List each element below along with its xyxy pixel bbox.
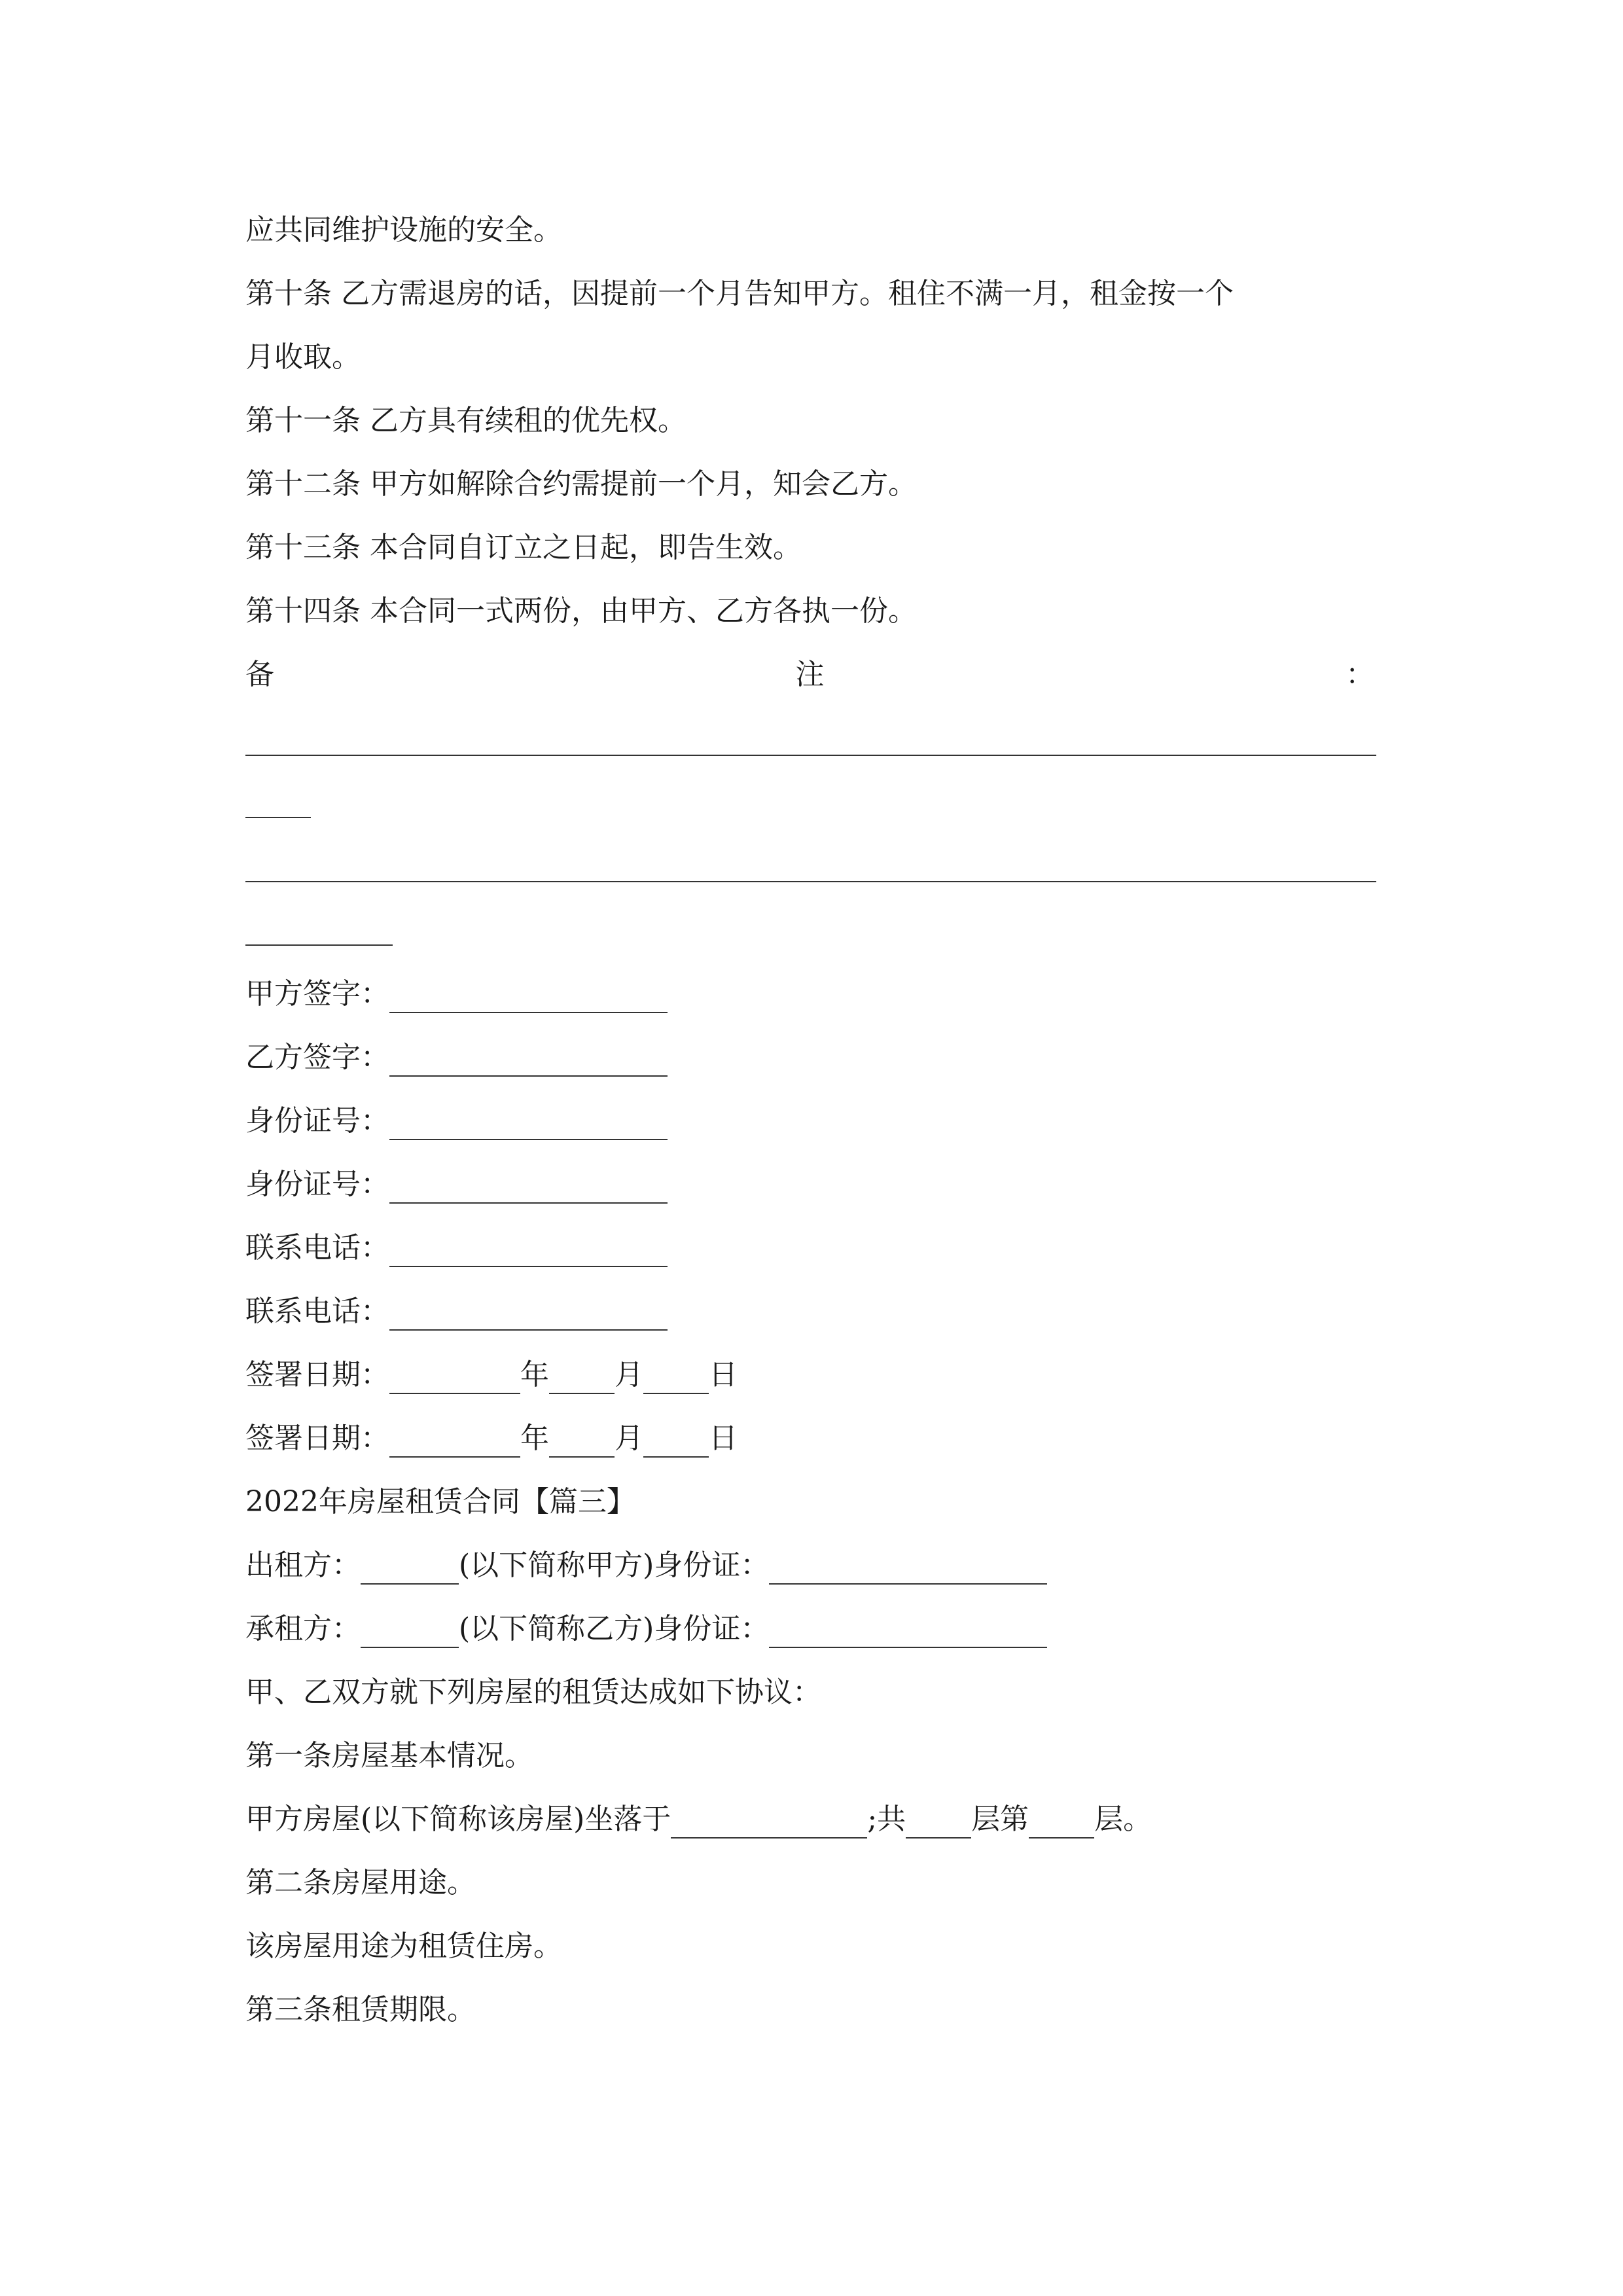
day-field-2[interactable]: [643, 1426, 709, 1458]
phone-row-2: [245, 1293, 668, 1331]
location-end-label: 层。: [1094, 1803, 1152, 1836]
total-floors-field[interactable]: [906, 1807, 971, 1839]
year-field-2[interactable]: [389, 1426, 520, 1458]
month-field-2[interactable]: [549, 1426, 615, 1458]
phone-label-2: 联系电话：: [245, 1295, 389, 1328]
party-b-signature-row: [245, 1039, 668, 1077]
signing-date-row-1: [245, 1356, 738, 1394]
party-a-signature-field[interactable]: [389, 982, 668, 1013]
day-label-2: 日: [709, 1422, 738, 1455]
signing-date-label-1: 签署日期：: [245, 1358, 389, 1391]
phone-field-1[interactable]: [389, 1236, 668, 1267]
location-field[interactable]: [671, 1807, 867, 1839]
remark-colon: ：: [1346, 658, 1374, 691]
agreement-intro: 甲、乙双方就下列房屋的租赁达成如下协议：: [245, 1676, 821, 1709]
id-number-field-1[interactable]: [389, 1109, 668, 1140]
remark-char-1: 备: [245, 658, 274, 691]
year-label-2: 年: [520, 1422, 549, 1455]
month-label-1: 月: [615, 1358, 643, 1391]
section-three-title: 2022年房屋租赁合同【篇三】: [245, 1485, 635, 1518]
phone-row-1: [245, 1229, 668, 1267]
month-field-1[interactable]: [549, 1363, 615, 1394]
phone-field-2[interactable]: [389, 1299, 668, 1331]
signing-date-row-2: [245, 1420, 738, 1458]
article-11: 第十一条 乙方具有续租的优先权。: [245, 404, 687, 437]
remarks-line-1-tail[interactable]: [245, 817, 311, 818]
article-3-title: 第三条租赁期限。: [245, 1993, 476, 2026]
lessor-id-field[interactable]: [769, 1553, 1047, 1585]
usage-text: 该房屋用途为租赁住房。: [245, 1929, 562, 1963]
remarks-line-2-tail[interactable]: [245, 944, 393, 946]
year-field-1[interactable]: [389, 1363, 520, 1394]
lessee-name-field[interactable]: [361, 1617, 459, 1648]
lessee-row: [245, 1610, 1047, 1648]
remarks-line-2[interactable]: [245, 881, 1376, 882]
day-field-1[interactable]: [643, 1363, 709, 1394]
lessee-label: 承租方：: [245, 1612, 361, 1645]
year-label-1: 年: [520, 1358, 549, 1391]
phone-label-1: 联系电话：: [245, 1231, 389, 1265]
article-2-title: 第二条房屋用途。: [245, 1866, 476, 1899]
remark-char-2: 注: [795, 658, 825, 691]
article-12: 第十二条 甲方如解除合约需提前一个月，知会乙方。: [245, 467, 917, 501]
article-14: 第十四条 本合同一式两份，由甲方、乙方各执一份。: [245, 594, 917, 628]
location-total-label: ;共: [867, 1803, 906, 1836]
continuation-line: 应共同维护设施的安全。: [245, 213, 562, 247]
location-floor-label: 层第: [971, 1803, 1029, 1836]
id-number-row-1: [245, 1102, 668, 1140]
id-number-label-2: 身份证号：: [245, 1168, 389, 1201]
party-b-sign-label: 乙方签字：: [245, 1041, 389, 1074]
day-label-1: 日: [709, 1358, 738, 1391]
lessee-note: (以下简称乙方)身份证：: [459, 1612, 770, 1645]
id-number-field-2[interactable]: [389, 1172, 668, 1204]
lessor-label: 出租方：: [245, 1549, 361, 1582]
article-10-line1: 第十条 乙方需退房的话，因提前一个月告知甲方。租住不满一月，租金按一个: [245, 277, 1234, 310]
party-a-signature-row: [245, 975, 668, 1013]
remarks-line-1[interactable]: [245, 755, 1376, 756]
article-1-title: 第一条房屋基本情况。: [245, 1739, 533, 1772]
party-b-signature-field[interactable]: [389, 1045, 668, 1077]
location-prefix: 甲方房屋(以下简称该房屋)坐落于: [245, 1803, 671, 1836]
id-number-row-2: [245, 1166, 668, 1204]
lessor-name-field[interactable]: [361, 1553, 459, 1585]
lessor-row: [245, 1547, 1047, 1585]
article-10-line2: 月收取。: [245, 340, 361, 374]
signing-date-label-2: 签署日期：: [245, 1422, 389, 1455]
party-a-sign-label: 甲方签字：: [245, 977, 389, 1011]
property-location-row: [245, 1801, 1152, 1839]
floor-number-field[interactable]: [1029, 1807, 1094, 1839]
id-number-label-1: 身份证号：: [245, 1104, 389, 1138]
lessor-note: (以下简称甲方)身份证：: [459, 1549, 770, 1582]
remarks-heading: [245, 656, 1374, 694]
lessee-id-field[interactable]: [769, 1617, 1047, 1648]
article-13: 第十三条 本合同自订立之日起，即告生效。: [245, 531, 802, 564]
month-label-2: 月: [615, 1422, 643, 1455]
